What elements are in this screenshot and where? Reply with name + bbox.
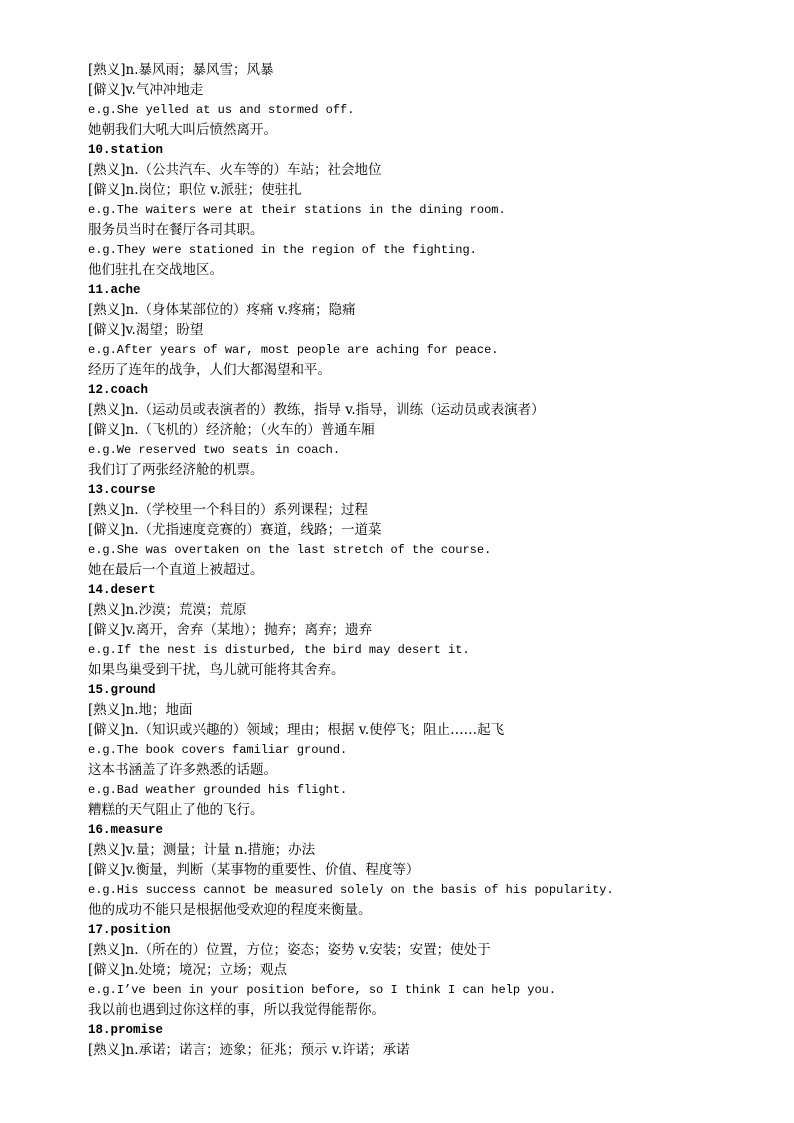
example-sentence: e.g.They were stationed in the region of the fighting.	[88, 243, 477, 257]
definition-line: [僻义]v.渴望；盼望	[88, 322, 204, 338]
definition-line: [熟义]n.（身体某部位的）疼痛 v.疼痛；隐痛	[88, 302, 356, 318]
entry-heading: 10.station	[88, 143, 164, 157]
definition-line: [僻义]n.处境；境况；立场；观点	[88, 962, 288, 978]
example-sentence: e.g.His success cannot be measured solely on the basis of his popularity.	[88, 883, 614, 897]
example-sentence: e.g.After years of war, most people are aching for peace.	[88, 343, 499, 357]
definition-line: [熟义]n.（公共汽车、火车等的）车站；社会地位	[88, 162, 382, 178]
translation-line: 我们订了两张经济舱的机票。	[88, 462, 264, 478]
definition-line: [熟义]n.（学校里一个科目的）系列课程；过程	[88, 502, 369, 518]
example-sentence: e.g.The book covers familiar ground.	[88, 743, 348, 757]
translation-line: 我以前也遇到过你这样的事，所以我觉得能帮你。	[88, 1002, 385, 1018]
example-sentence: e.g.If the nest is disturbed, the bird may desert it.	[88, 643, 470, 657]
example-sentence: e.g.Bad weather grounded his flight.	[88, 783, 348, 797]
definition-line: [僻义]n.（知识或兴趣的）领域；理由；根据 v.使停飞；阻止……起飞	[88, 722, 505, 738]
entry-heading: 17.position	[88, 923, 171, 937]
definition-line: [僻义]n.岗位；职位 v.派驻；使驻扎	[88, 182, 302, 198]
example-sentence: e.g.She yelled at us and stormed off.	[88, 103, 355, 117]
entry-heading: 14.desert	[88, 583, 156, 597]
translation-line: 经历了连年的战争，人们大都渴望和平。	[88, 362, 331, 378]
definition-line: [熟义]n.承诺；诺言；迹象；征兆；预示 v.许诺；承诺	[88, 1042, 410, 1058]
definition-line: [僻义]n.（尤指速度竞赛的）赛道，线路；一道菜	[88, 522, 382, 538]
definition-line: [僻义]n.（飞机的）经济舱；（火车的）普通车厢	[88, 422, 375, 438]
example-sentence: e.g.I’ve been in your position before, so I think I can help you.	[88, 983, 557, 997]
document-body	[88, 60, 778, 1060]
example-sentence: e.g.We reserved two seats in coach.	[88, 443, 341, 457]
translation-line: 他的成功不能只是根据他受欢迎的程度来衡量。	[88, 902, 372, 918]
definition-line: [熟义]n.（所在的）位置，方位；姿态；姿势 v.安装；安置；使处于	[88, 942, 491, 958]
translation-line: 服务员当时在餐厅各司其职。	[88, 222, 264, 238]
definition-line: [僻义]v.离开，舍弃（某地）；抛弃；离弃；遗弃	[88, 622, 373, 638]
entry-heading: 16.measure	[88, 823, 164, 837]
translation-line: 如果鸟巢受到干扰，鸟儿就可能将其舍弃。	[88, 662, 345, 678]
example-sentence: e.g.She was overtaken on the last stretch of the course.	[88, 543, 492, 557]
entry-heading: 12.coach	[88, 383, 149, 397]
entry-heading: 13.course	[88, 483, 156, 497]
example-sentence: e.g.The waiters were at their stations in the dining room.	[88, 203, 506, 217]
document-page	[88, 60, 778, 1060]
definition-line: [熟义]v.量；测量；计量 n.措施；办法	[88, 842, 316, 858]
definition-line: [熟义]n.地；地面	[88, 702, 193, 718]
definition-line: [僻义]v.衡量，判断（某事物的重要性、价值、程度等）	[88, 862, 420, 878]
definition-line: [熟义]n.（运动员或表演者的）教练，指导 v.指导，训练（运动员或表演者）	[88, 402, 545, 418]
definition-line: [熟义]n.沙漠；荒漠；荒原	[88, 602, 247, 618]
definition-line: [熟义]n.暴风雨；暴风雪；风暴	[88, 62, 274, 78]
entry-heading: 18.promise	[88, 1023, 164, 1037]
definition-line: [僻义]v.气冲冲地走	[88, 82, 204, 98]
translation-line: 糟糕的天气阻止了他的飞行。	[88, 802, 264, 818]
translation-line: 她在最后一个直道上被超过。	[88, 562, 264, 578]
translation-line: 这本书涵盖了许多熟悉的话题。	[88, 762, 277, 778]
translation-line: 他们驻扎在交战地区。	[88, 262, 223, 278]
entry-heading: 11.ache	[88, 283, 141, 297]
entry-heading: 15.ground	[88, 683, 156, 697]
translation-line: 她朝我们大吼大叫后愤然离开。	[88, 122, 277, 138]
